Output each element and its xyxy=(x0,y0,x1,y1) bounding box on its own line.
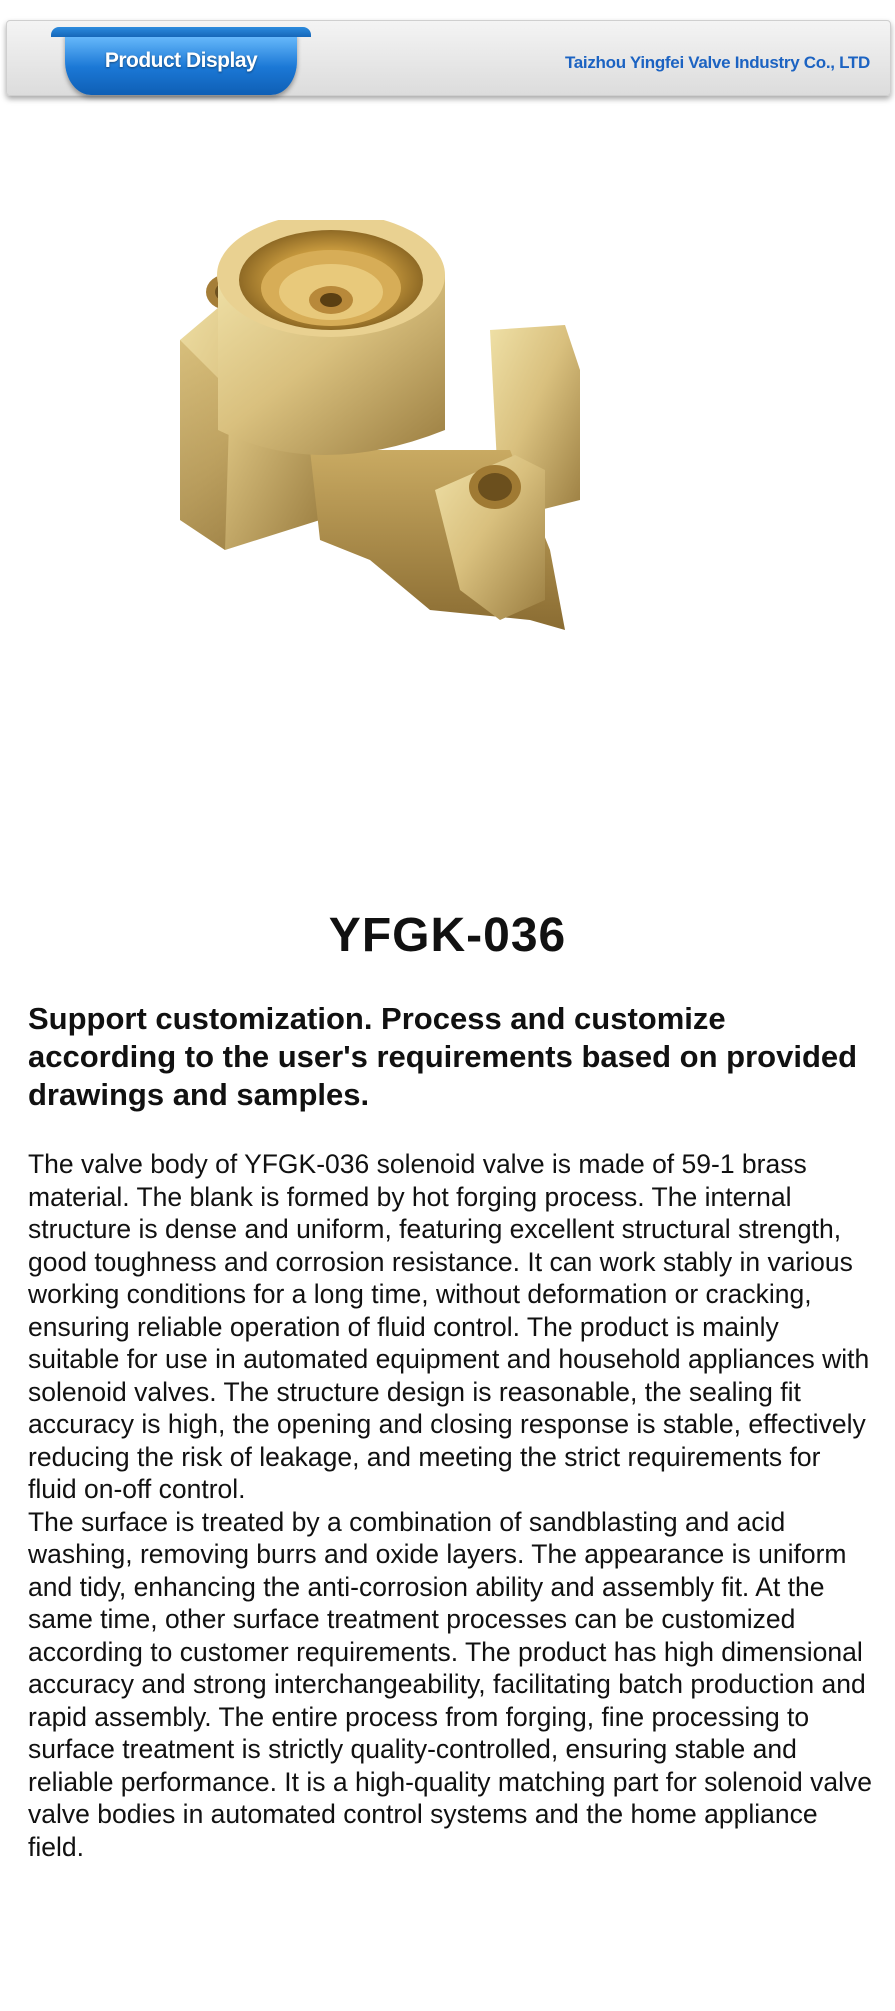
product-code: YFGK-036 xyxy=(328,909,567,962)
header-banner xyxy=(6,20,891,96)
company-name: Taizhou Yingfei Valve Industry Co., LTD xyxy=(564,53,870,72)
description-paragraph: The valve body of YFGK-036 solenoid valve is made of 59-1 brass material. The blank is formed by hot forging process. The internal structure is dense and uniform, featuring excellent structural strength, good toughness and corrosion resistance. It can work stably in various working conditions for a long time, without deformation or cracking, ensuring reliable operation of fluid control. The product is mainly suitable for use in automated equipment and household appliances with solenoid valves. The structure design is reasonable, the sealing fit accuracy is high, the opening and closing response is stable, effectively reducing the risk of leakage, and meeting the strict requirements for fluid on-off control. xyxy=(28,1149,870,1504)
product-display-tab xyxy=(65,33,297,95)
tab-label: Product Display xyxy=(104,49,258,72)
product-description xyxy=(28,1148,873,1863)
customization-headline: Support customization. Process and customize according to the user's requirements based on provided drawings and samples. xyxy=(28,1001,858,1112)
description-paragraph: The surface is treated by a combination of sandblasting and acid washing, removing burrs and oxide layers. The appearance is uniform and tidy, enhancing the anti-corrosion ability and assembly fit. At the same time, other surface treatment processes can be customized according to customer requirements. The product has high dimensional accuracy and strong interchangeability, facilitating batch production and rapid assembly. The entire process from forging, fine processing to surface treatment is strictly quality-controlled, ensuring stable and reliable performance. It is a high-quality matching part for solenoid valve valve bodies in automated control systems and the home appliance field. xyxy=(28,1506,873,1862)
brass-valve-body-photo xyxy=(170,220,700,820)
